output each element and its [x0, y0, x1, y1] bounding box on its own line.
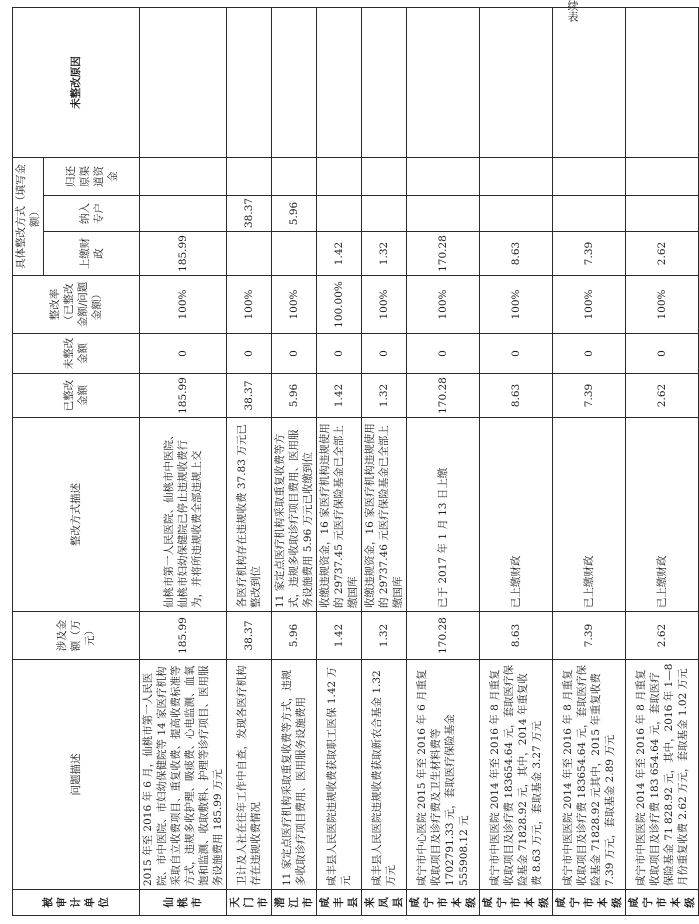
cell-amount: 1.32 [362, 612, 407, 660]
cell-reason [407, 7, 480, 157]
cell-rectified: 38.37 [227, 374, 272, 418]
col-header-unrectified: 未整改金额 [13, 334, 140, 374]
cell-rate: 100.00% [317, 276, 362, 334]
cell-turned-over: 170.28 [407, 232, 480, 276]
cell-rate: 100% [227, 276, 272, 334]
cell-problem: 咸宁市中医医院 2014 年至 2016 年 8 月重复收取项目及诊疗费 183654.64 元，套取医疗保险基金 71828.92 元其中，2015 年重复收费 7.39 万元，套取基金 2.89 万元 [553, 660, 626, 890]
cell-unrectified: 0 [626, 334, 699, 374]
cell-rectified: 2.62 [626, 374, 699, 418]
cell-problem: 咸丰县人民医院违规收费获取新农合基金 1.32 万元 [362, 660, 407, 890]
cell-refunded [407, 196, 480, 232]
cell-rectified: 8.63 [480, 374, 553, 418]
cell-returned [626, 157, 699, 195]
col-header-refunded: 纳入专户 [44, 196, 140, 232]
cell-reason [480, 7, 553, 157]
cell-method: 收缴违规资金，16 家医疗机构违规使用的 29737.45 元医疗保险基金已全部上缴国库 [317, 418, 362, 612]
cell-returned [553, 157, 626, 195]
col-header-rectified: 已整改金额 [13, 374, 140, 418]
cell-rectified: 5.96 [272, 374, 317, 418]
cell-unit: 来凤县 [362, 890, 407, 916]
table-row [227, 7, 272, 915]
col-header-returned: 归还原渠道资金 [44, 157, 140, 195]
cell-amount: 1.42 [317, 612, 362, 660]
col-header-amount: 涉及金额（万元） [13, 612, 140, 660]
cell-unit: 潜江市 [272, 890, 317, 916]
cell-rate: 100% [272, 276, 317, 334]
table-row [480, 7, 553, 915]
table-row [317, 7, 362, 915]
cell-refunded [362, 196, 407, 232]
cell-amount: 2.62 [626, 612, 699, 660]
table-row [362, 7, 407, 915]
table-row [553, 7, 626, 915]
cell-returned [317, 157, 362, 195]
cell-unrectified: 0 [272, 334, 317, 374]
page-continued-label: 续表 [566, 0, 579, 22]
cell-turned-over: 8.63 [480, 232, 553, 276]
cell-unrectified: 0 [362, 334, 407, 374]
table-row [626, 7, 699, 915]
cell-problem: 咸丰县人民医院违规收费获取职工医保 1.42 万元 [317, 660, 362, 890]
cell-amount: 185.99 [140, 612, 227, 660]
cell-method: 各医疗机构存在违规收费 37.83 万元已整改到位 [227, 418, 272, 612]
cell-amount: 170.28 [407, 612, 480, 660]
cell-turned-over: 185.99 [140, 232, 227, 276]
cell-refunded [317, 196, 362, 232]
cell-turned-over [272, 232, 317, 276]
cell-problem: 咸宁市中医医院 2014 年至 2016 年 8 月重复收取项目及诊疗费 183 654.64 元，套取医疗保险基金 71 828.92 元，其中，2016 年 1—8 月份重复收费 2.62 万元，套取基金 1.02 万元 [626, 660, 699, 890]
cell-reason [227, 7, 272, 157]
cell-problem: 咸宁市中心医院 2015 年至 2016 年 6 月重复收取项目及诊疗费及卫生材料费等 1702791.33 元，套取医疗保险基金 555908.12 元 [407, 660, 480, 890]
audit-rectification-table [12, 7, 699, 916]
col-header-rate: 整改率（已整改金额/问题金额） [13, 276, 140, 334]
col-header-turned-over: 上缴财政 [44, 232, 140, 276]
cell-rectified: 1.32 [362, 374, 407, 418]
table-row [272, 7, 317, 915]
cell-method: 已上缴财政 [480, 418, 553, 612]
cell-refunded [480, 196, 553, 232]
cell-amount: 38.37 [227, 612, 272, 660]
cell-refunded: 5.96 [272, 196, 317, 232]
cell-amount: 5.96 [272, 612, 317, 660]
cell-rate: 100% [140, 276, 227, 334]
cell-problem: 卫计及人社在往年工作中自查，发现各医疗机构存在违规收费情况 [227, 660, 272, 890]
cell-problem: 2015 年至 2016 年 6 月，仙桃市第一人民医院、市中医院、市妇幼保健院等 14 家医疗机构采取自立收费项目、重复收费、提高收费标准等方式，违规多收护理、吸痰费、心电监测、血氧饱和监测、收取敷料、护理等诊疗项目、医用服务设施费用 185.99 万元 [140, 660, 227, 890]
cell-turned-over: 7.39 [553, 232, 626, 276]
cell-rate: 100% [407, 276, 480, 334]
cell-turned-over: 1.32 [362, 232, 407, 276]
cell-reason [140, 7, 227, 157]
cell-turned-over [227, 232, 272, 276]
col-header-method: 整改方式描述 [13, 418, 140, 612]
cell-returned [407, 157, 480, 195]
cell-returned [140, 157, 227, 195]
cell-returned [227, 157, 272, 195]
cell-unrectified: 0 [480, 334, 553, 374]
cell-rectified: 170.28 [407, 374, 480, 418]
cell-refunded [140, 196, 227, 232]
cell-rate: 100% [626, 276, 699, 334]
cell-reason [317, 7, 362, 157]
col-header-reason: 未整改原因 [13, 7, 140, 157]
cell-refunded [626, 196, 699, 232]
cell-turned-over: 2.62 [626, 232, 699, 276]
cell-reason [626, 7, 699, 157]
cell-rate: 100% [553, 276, 626, 334]
col-header-unit: 被审计单位 [13, 890, 140, 916]
cell-method: 收缴违规资金，16 家医疗机构违规使用的 29737.46 元医疗保险基金已全部上缴国库 [362, 418, 407, 612]
cell-unit: 咸宁市本级 [407, 890, 480, 916]
cell-rectified: 7.39 [553, 374, 626, 418]
cell-method: 11 家定点医疗机构采取重复收费等方式，违规多收取诊疗项目费用、医用服务设施费用 5.96 万元已收缴到位 [272, 418, 317, 612]
cell-unrectified: 0 [227, 334, 272, 374]
rotated-table-page [12, 8, 696, 916]
cell-unit: 咸宁市本级 [553, 890, 626, 916]
cell-rectified: 185.99 [140, 374, 227, 418]
cell-returned [362, 157, 407, 195]
cell-unit: 仙桃市 [140, 890, 227, 916]
cell-unit: 咸宁市本级 [626, 890, 699, 916]
cell-reason [272, 7, 317, 157]
cell-refunded: 38.37 [227, 196, 272, 232]
cell-returned [480, 157, 553, 195]
cell-turned-over: 1.42 [317, 232, 362, 276]
cell-unrectified: 0 [317, 334, 362, 374]
cell-problem: 咸宁市中医医院 2014 年至 2016 年 8 月重复收取项目及诊疗费 183654.64 元，套取医疗保险基金 71828.92 元，其中，2014 年重复收费 8.63 万元，套取基金 3.27 万元 [480, 660, 553, 890]
cell-unrectified: 0 [140, 334, 227, 374]
cell-unrectified: 0 [553, 334, 626, 374]
cell-reason [362, 7, 407, 157]
cell-rate: 100% [362, 276, 407, 334]
cell-unrectified: 0 [407, 334, 480, 374]
cell-reason [553, 7, 626, 157]
table-row [407, 7, 480, 915]
cell-refunded [553, 196, 626, 232]
table-row [140, 7, 227, 915]
table-body [140, 7, 699, 915]
cell-rectified: 1.42 [317, 374, 362, 418]
cell-amount: 7.39 [553, 612, 626, 660]
cell-unit: 咸丰县 [317, 890, 362, 916]
col-header-specific-group: 具体整改方式（填写金额） [13, 157, 44, 275]
cell-amount: 8.63 [480, 612, 553, 660]
header-row-top [13, 7, 44, 915]
cell-problem: 11 家定点医疗机构采取重复收费等方式，违规多收取诊疗项目费用、医用服务设施费用 [272, 660, 317, 890]
cell-method: 已上缴财政 [626, 418, 699, 612]
cell-returned [272, 157, 317, 195]
cell-method: 仙桃市第一人民医院、仙桃市中医院、仙桃市妇幼保健院已停止违规收费行为，并将所违规收费全部违规上交 [140, 418, 227, 612]
cell-method: 已上缴财政 [553, 418, 626, 612]
cell-rate: 100% [480, 276, 553, 334]
col-header-problem: 问题描述 [13, 660, 140, 890]
cell-unit: 天门市 [227, 890, 272, 916]
cell-method: 已于 2017 年 1 月 13 日上缴 [407, 418, 480, 612]
cell-unit: 咸宁市本级 [480, 890, 553, 916]
